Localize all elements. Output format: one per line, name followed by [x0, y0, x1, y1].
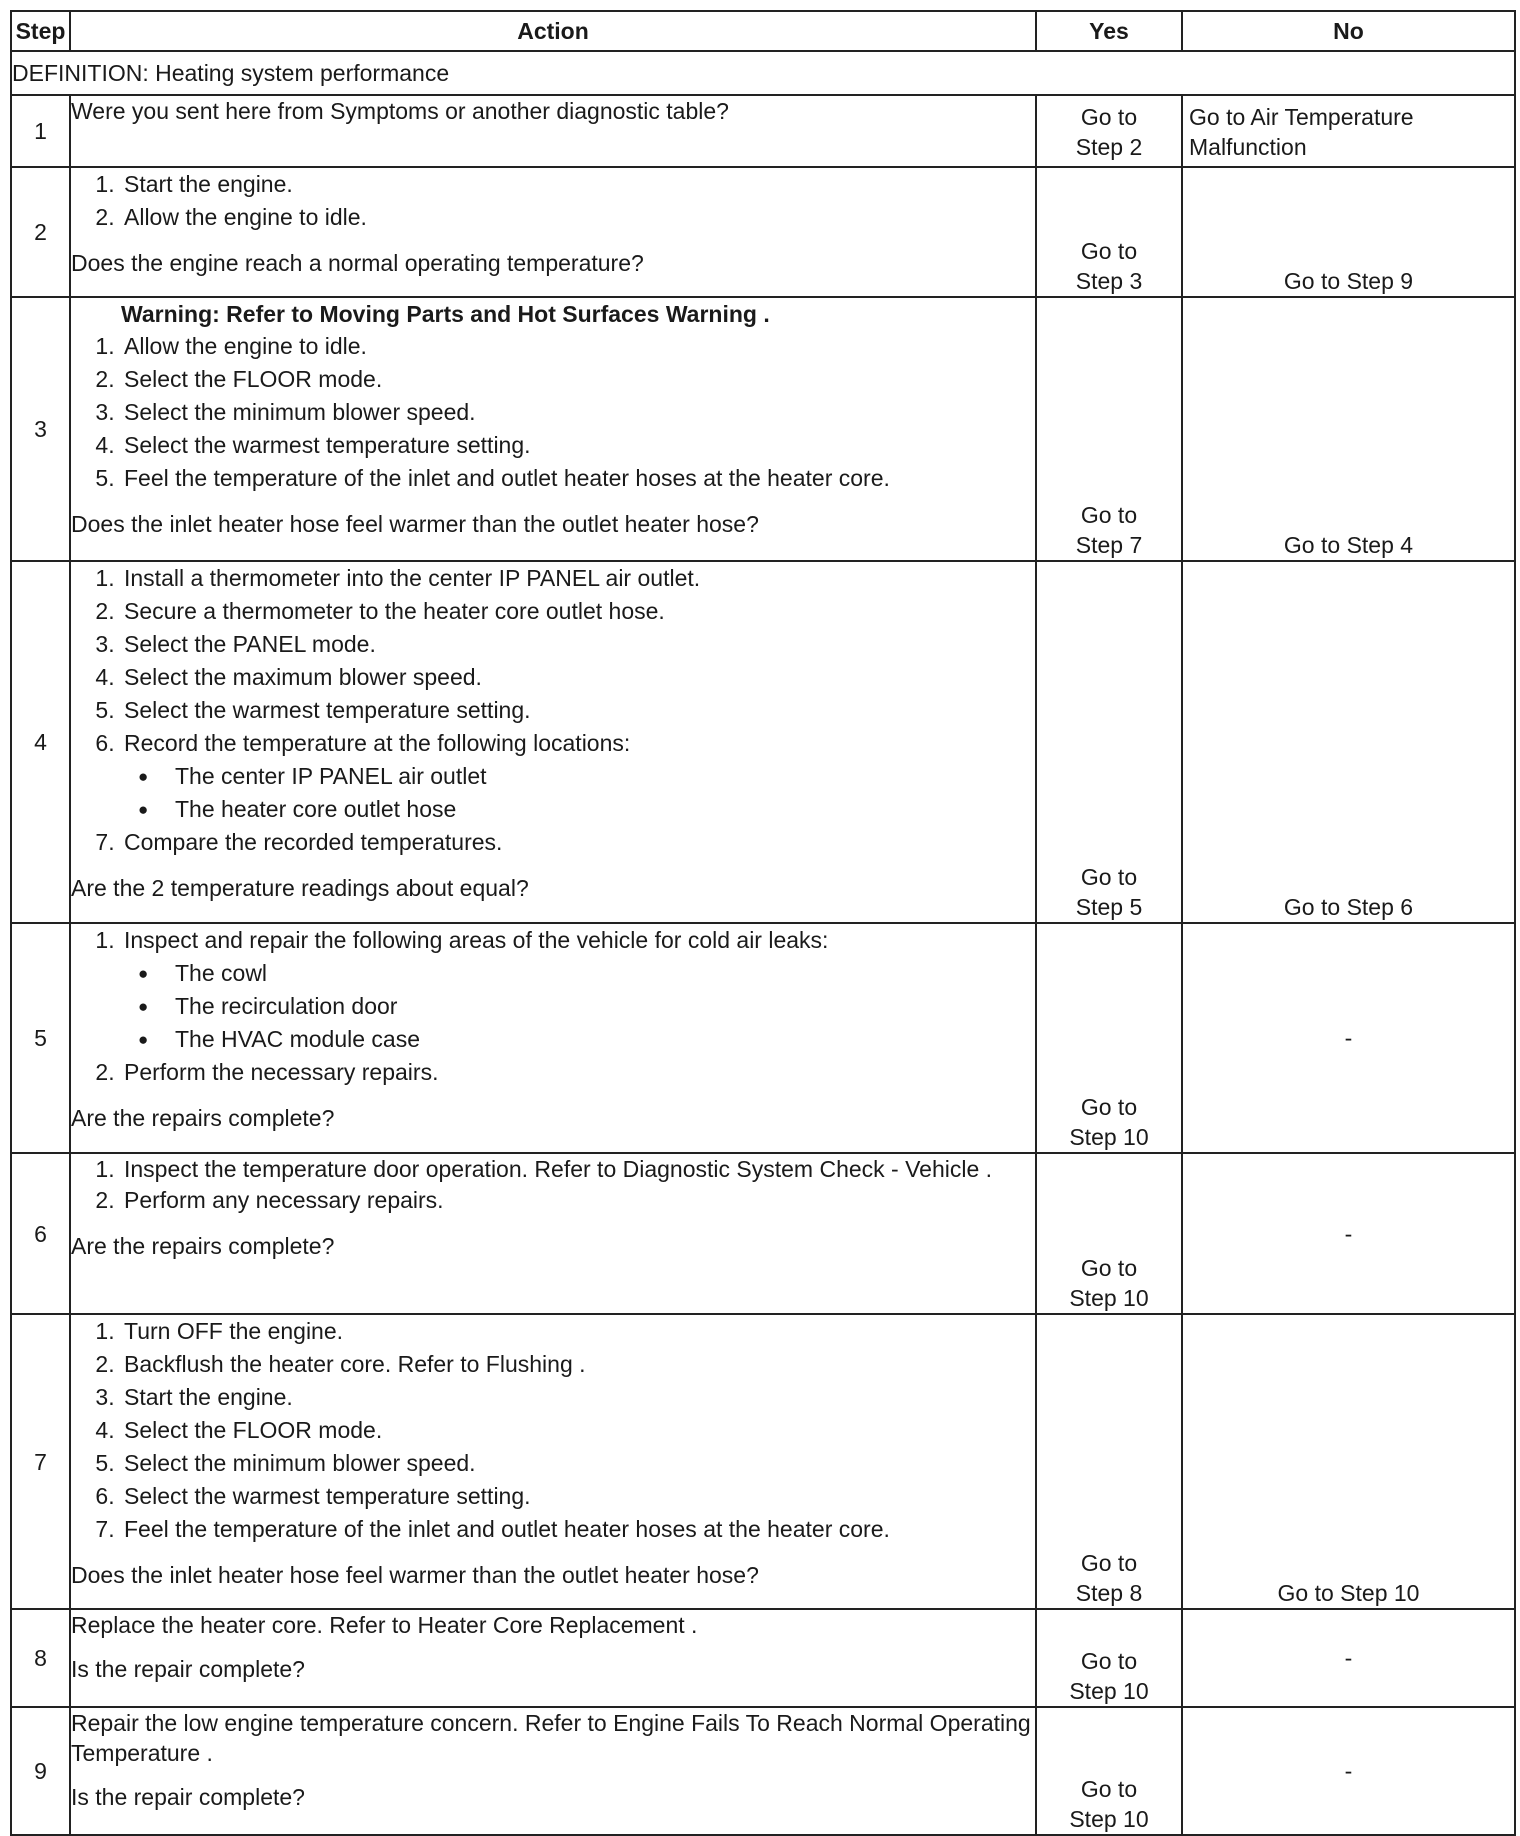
action-step [121, 727, 1035, 826]
action-question: Are the repairs complete? [71, 1233, 335, 1259]
table-row [11, 1153, 1515, 1314]
table-row [11, 167, 1515, 297]
yes-line-2: Step 5 [1075, 894, 1143, 920]
action-step: 1. Install a thermometer into the center IP PANEL air outlet. [121, 562, 1035, 595]
yes-line-2: Step 2 [1075, 134, 1143, 160]
action-step-text: Inspect and repair the following areas of the vehicle for cold air leaks: [124, 927, 829, 953]
action-question: Are the repairs complete? [71, 1105, 335, 1131]
action-question: Is the repair complete? [71, 1784, 305, 1810]
action-step: 1. Turn OFF the engine. [121, 1315, 1035, 1348]
bullet-list [124, 760, 1035, 826]
action-step: 1. Start the engine. [121, 168, 1035, 201]
action-step: 5. Select the warmest temperature setting. [121, 694, 1035, 727]
action-cell [70, 923, 1036, 1153]
step-number: 9 [11, 1707, 70, 1835]
step-number: 6 [11, 1153, 70, 1314]
yes-line-1: Go to [1080, 1255, 1138, 1281]
action-steps [71, 924, 1035, 1089]
yes-cell [1036, 1153, 1182, 1314]
action-step: 7. Feel the temperature of the inlet and outlet heater hoses at the heater core. [121, 1513, 1035, 1546]
action-step: 2. Allow the engine to idle. [121, 201, 1035, 234]
yes-line-2: Step 3 [1075, 268, 1143, 294]
action-cell [70, 1609, 1036, 1707]
action-step: 1. Inspect the temperature door operation. Refer to Diagnostic System Check - Vehicle . [121, 1154, 1035, 1184]
yes-line-2: Step 10 [1069, 1678, 1149, 1704]
yes-line-1: Go to [1080, 864, 1138, 890]
yes-line-1: Go to [1080, 1648, 1138, 1674]
table-header-row [11, 11, 1515, 51]
step-number: 4 [11, 561, 70, 923]
yes-line-1: Go to [1080, 1550, 1138, 1576]
action-step: 4. Select the FLOOR mode. [121, 1414, 1035, 1447]
table-row [11, 1707, 1515, 1835]
header-no: No [1182, 11, 1515, 51]
action-text: Replace the heater core. Refer to Heater Core Replacement . [71, 1612, 698, 1638]
yes-cell [1036, 1707, 1182, 1835]
action-step-text: Record the temperature at the following locations: [124, 730, 631, 756]
table-row [11, 1609, 1515, 1707]
table-row [11, 923, 1515, 1153]
table-row [11, 561, 1515, 923]
action-step: 1. Allow the engine to idle. [121, 330, 1035, 363]
action-cell [70, 95, 1036, 167]
action-step: 2. Backflush the heater core. Refer to Flushing . [121, 1348, 1035, 1381]
action-steps [71, 168, 1035, 234]
diagnostic-table [10, 10, 1516, 1836]
header-step: Step [11, 11, 70, 51]
yes-line-1: Go to [1080, 1094, 1138, 1120]
yes-cell [1036, 167, 1182, 297]
yes-cell [1036, 561, 1182, 923]
action-step: 2. Secure a thermometer to the heater core outlet hose. [121, 595, 1035, 628]
action-steps [71, 562, 1035, 859]
yes-line-1: Go to [1080, 502, 1138, 528]
no-cell: - [1182, 1153, 1515, 1314]
step-number: 2 [11, 167, 70, 297]
no-cell: Go to Air Temperature Malfunction [1182, 95, 1515, 167]
action-step: 3. Select the minimum blower speed. [121, 396, 1035, 429]
action-cell [70, 561, 1036, 923]
warning-text: Warning: Refer to Moving Parts and Hot Surfaces Warning . [121, 301, 770, 327]
bullet-item: ● The recirculation door [172, 990, 1035, 1023]
action-question: Does the inlet heater hose feel warmer than the outlet heater hose? [71, 1562, 759, 1588]
yes-line-2: Step 7 [1075, 532, 1143, 558]
no-cell: - [1182, 1609, 1515, 1707]
step-number: 5 [11, 923, 70, 1153]
action-step: 4. Select the warmest temperature setting. [121, 429, 1035, 462]
yes-line-2: Step 10 [1069, 1124, 1149, 1150]
yes-line-1: Go to [1080, 238, 1138, 264]
action-step: 7. Compare the recorded temperatures. [121, 826, 1035, 859]
table-row [11, 1314, 1515, 1609]
action-cell [70, 167, 1036, 297]
no-cell: - [1182, 923, 1515, 1153]
header-action: Action [70, 11, 1036, 51]
bullet-item: ● The center IP PANEL air outlet [172, 760, 1035, 793]
yes-cell [1036, 1609, 1182, 1707]
action-step: 2. Perform any necessary repairs. [121, 1184, 1035, 1217]
action-step: 2. Select the FLOOR mode. [121, 363, 1035, 396]
action-cell [70, 297, 1036, 561]
bullet-item: ● The heater core outlet hose [172, 793, 1035, 826]
action-text: Repair the low engine temperature concern. Refer to Engine Fails To Reach Normal Operating Temperature . [71, 1710, 1031, 1766]
action-step: 5. Feel the temperature of the inlet and outlet heater hoses at the heater core. [121, 462, 1035, 495]
yes-line-1: Go to [1080, 1776, 1138, 1802]
definition-text: DEFINITION: Heating system performance [11, 51, 1515, 95]
action-question: Is the repair complete? [71, 1656, 305, 1682]
table-row [11, 297, 1515, 561]
action-step: 3. Start the engine. [121, 1381, 1035, 1414]
yes-cell [1036, 1314, 1182, 1609]
action-step: 6. Select the warmest temperature setting. [121, 1480, 1035, 1513]
action-step: 5. Select the minimum blower speed. [121, 1447, 1035, 1480]
yes-line-1: Go to [1080, 104, 1138, 130]
no-cell: Go to Step 9 [1182, 167, 1515, 297]
action-question: Are the 2 temperature readings about equal? [71, 875, 529, 901]
yes-cell [1036, 923, 1182, 1153]
bullet-item: ● The cowl [172, 957, 1035, 990]
action-question: Does the engine reach a normal operating temperature? [71, 250, 644, 276]
no-cell: Go to Step 10 [1182, 1314, 1515, 1609]
bullet-list [124, 957, 1035, 1056]
action-step: 4. Select the maximum blower speed. [121, 661, 1035, 694]
action-text: Were you sent here from Symptoms or another diagnostic table? [71, 98, 729, 124]
step-number: 8 [11, 1609, 70, 1707]
bullet-item: ● The HVAC module case [172, 1023, 1035, 1056]
action-step [121, 924, 1035, 1056]
action-cell [70, 1314, 1036, 1609]
yes-cell [1036, 297, 1182, 561]
step-number: 1 [11, 95, 70, 167]
action-steps [71, 1315, 1035, 1546]
yes-line-2: Step 10 [1069, 1285, 1149, 1311]
action-steps [71, 1154, 1035, 1217]
definition-row [11, 51, 1515, 95]
action-question: Does the inlet heater hose feel warmer than the outlet heater hose? [71, 511, 759, 537]
table-row [11, 95, 1515, 167]
step-number: 7 [11, 1314, 70, 1609]
action-step: 3. Select the PANEL mode. [121, 628, 1035, 661]
no-cell: Go to Step 6 [1182, 561, 1515, 923]
no-cell: Go to Step 4 [1182, 297, 1515, 561]
action-cell [70, 1153, 1036, 1314]
action-steps [71, 330, 1035, 495]
action-cell [70, 1707, 1036, 1835]
yes-line-2: Step 10 [1069, 1806, 1149, 1832]
no-cell: - [1182, 1707, 1515, 1835]
yes-cell [1036, 95, 1182, 167]
action-step: 2. Perform the necessary repairs. [121, 1056, 1035, 1089]
step-number: 3 [11, 297, 70, 561]
yes-line-2: Step 8 [1075, 1580, 1143, 1606]
header-yes: Yes [1036, 11, 1182, 51]
